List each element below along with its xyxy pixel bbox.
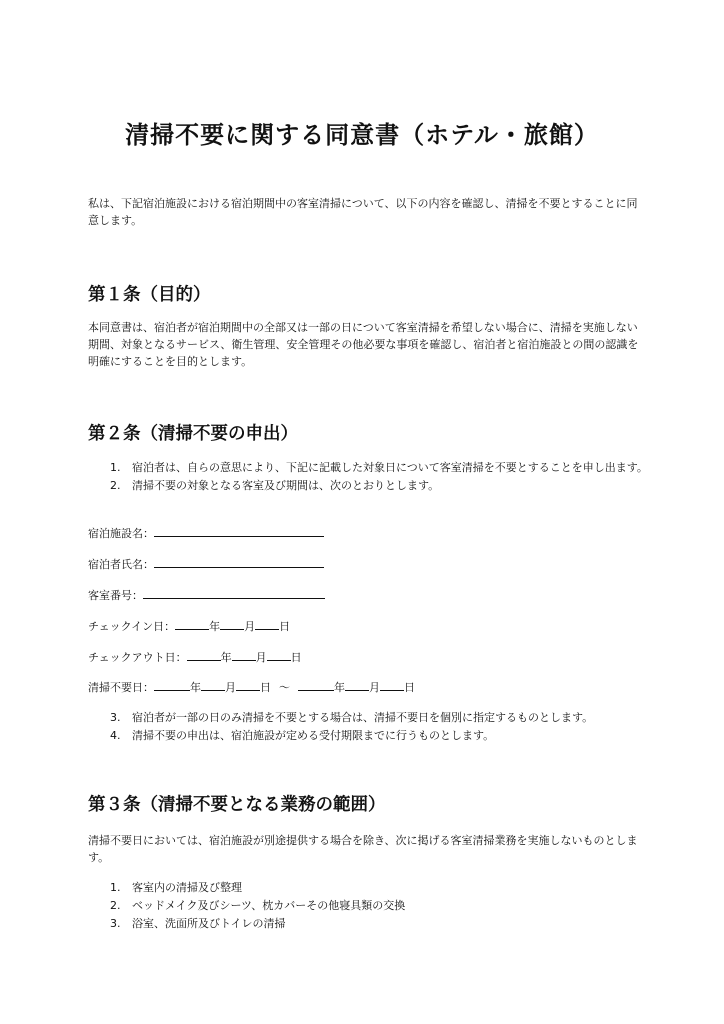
guest-name-field (88, 556, 324, 573)
list-item (88, 478, 648, 494)
month-unit: 月 (255, 651, 267, 664)
article-2-heading: 第２条（清掃不要の申出） (88, 424, 298, 444)
checkin-day-blank[interactable] (255, 618, 279, 630)
list-number: 1. (110, 461, 121, 474)
end-year-blank[interactable] (298, 679, 334, 691)
intro-paragraph: 私は、下記宿泊施設における宿泊期間中の客室清掃について、以下の内容を確認し、清掃を不要とすることに同意します。 (88, 197, 638, 227)
start-day-blank[interactable] (236, 679, 260, 691)
list-text: ベッドメイク及びシーツ、枕カバーその他寝具類の交換 (132, 899, 406, 912)
year-unit: 年 (334, 681, 345, 694)
list-number: 3. (110, 917, 121, 930)
list-text: 清掃不要の申出は、宿泊施設が定める受付期限までに行うものとします。 (132, 729, 495, 742)
list-item (88, 916, 648, 932)
list-number: 1. (110, 881, 121, 894)
field-label: 宿泊施設名： (88, 527, 154, 540)
checkout-year-blank[interactable] (187, 649, 221, 661)
article-1-body: 本同意書は、宿泊者が宿泊期間中の全部又は一部の日について客室清掃を希望しない場合に、清掃を実施しない期間、対象となるサービス、衛生管理、安全管理その他必要な事項を確認し、宿泊者と宿泊施設との間の認識を明確にすることを目的とします。 (88, 321, 639, 368)
checkin-year-blank[interactable] (175, 618, 209, 630)
checkout-date-field (88, 649, 302, 666)
day-unit: 日 (260, 681, 271, 694)
article-3-body: 清掃不要日においては、宿泊施設が別途提供する場合を除き、次に掲げる客室清掃業務を実施しないものとします。 (88, 834, 638, 864)
list-item (88, 898, 648, 914)
list-text: 浴室、洗面所及びトイレの清掃 (132, 917, 286, 930)
guest-name-blank[interactable] (154, 556, 324, 568)
list-number: 3. (110, 711, 121, 724)
day-unit: 日 (404, 681, 415, 694)
start-month-blank[interactable] (201, 679, 225, 691)
field-label: 清掃不要日： (88, 681, 154, 694)
month-unit: 月 (225, 681, 236, 694)
article-3-list (88, 880, 648, 932)
year-unit: 年 (209, 620, 221, 633)
list-number: 4. (110, 729, 121, 742)
article-1-heading: 第１条（目的） (88, 285, 211, 305)
list-number: 2. (110, 479, 121, 492)
list-text: 宿泊者は、自らの意思により、下記に記載した対象日について客室清掃を不要とすることを申し出ます。 (132, 461, 648, 474)
list-item (88, 710, 648, 726)
checkout-month-blank[interactable] (232, 649, 256, 661)
start-year-blank[interactable] (154, 679, 190, 691)
facility-name-field (88, 525, 324, 542)
month-unit: 月 (244, 620, 256, 633)
day-unit: 日 (279, 620, 291, 633)
day-unit: 日 (290, 651, 302, 664)
checkin-date-field (88, 618, 290, 635)
month-unit: 月 (369, 681, 380, 694)
field-label: 客室番号： (88, 589, 143, 602)
document-title: 清掃不要に関する同意書（ホテル・旅館） (125, 121, 599, 149)
end-day-blank[interactable] (380, 679, 404, 691)
list-text: 宿泊者が一部の日のみ清掃を不要とする場合は、清掃不要日を個別に指定するものとします。 (132, 711, 594, 724)
checkin-month-blank[interactable] (220, 618, 244, 630)
article-2-list-bottom (88, 710, 648, 744)
field-label: 宿泊者氏名： (88, 558, 154, 571)
room-number-blank[interactable] (143, 587, 325, 599)
article-3-heading: 第３条（清掃不要となる業務の範囲） (88, 795, 386, 815)
field-label: チェックアウト日： (88, 651, 187, 664)
facility-name-blank[interactable] (154, 525, 324, 537)
checkout-day-blank[interactable] (267, 649, 291, 661)
room-number-field (88, 587, 325, 604)
article-2-list-top (88, 460, 648, 494)
end-month-blank[interactable] (345, 679, 369, 691)
list-text: 清掃不要の対象となる客室及び期間は、次のとおりとします。 (132, 479, 440, 492)
list-item (88, 880, 648, 896)
list-item (88, 460, 648, 476)
list-item (88, 728, 648, 744)
no-cleaning-dates-field (88, 679, 415, 696)
list-text: 客室内の清掃及び整理 (132, 881, 242, 894)
list-number: 2. (110, 899, 121, 912)
year-unit: 年 (190, 681, 201, 694)
field-label: チェックイン日： (88, 620, 176, 633)
range-tilde: ～ (279, 681, 290, 694)
year-unit: 年 (220, 651, 232, 664)
